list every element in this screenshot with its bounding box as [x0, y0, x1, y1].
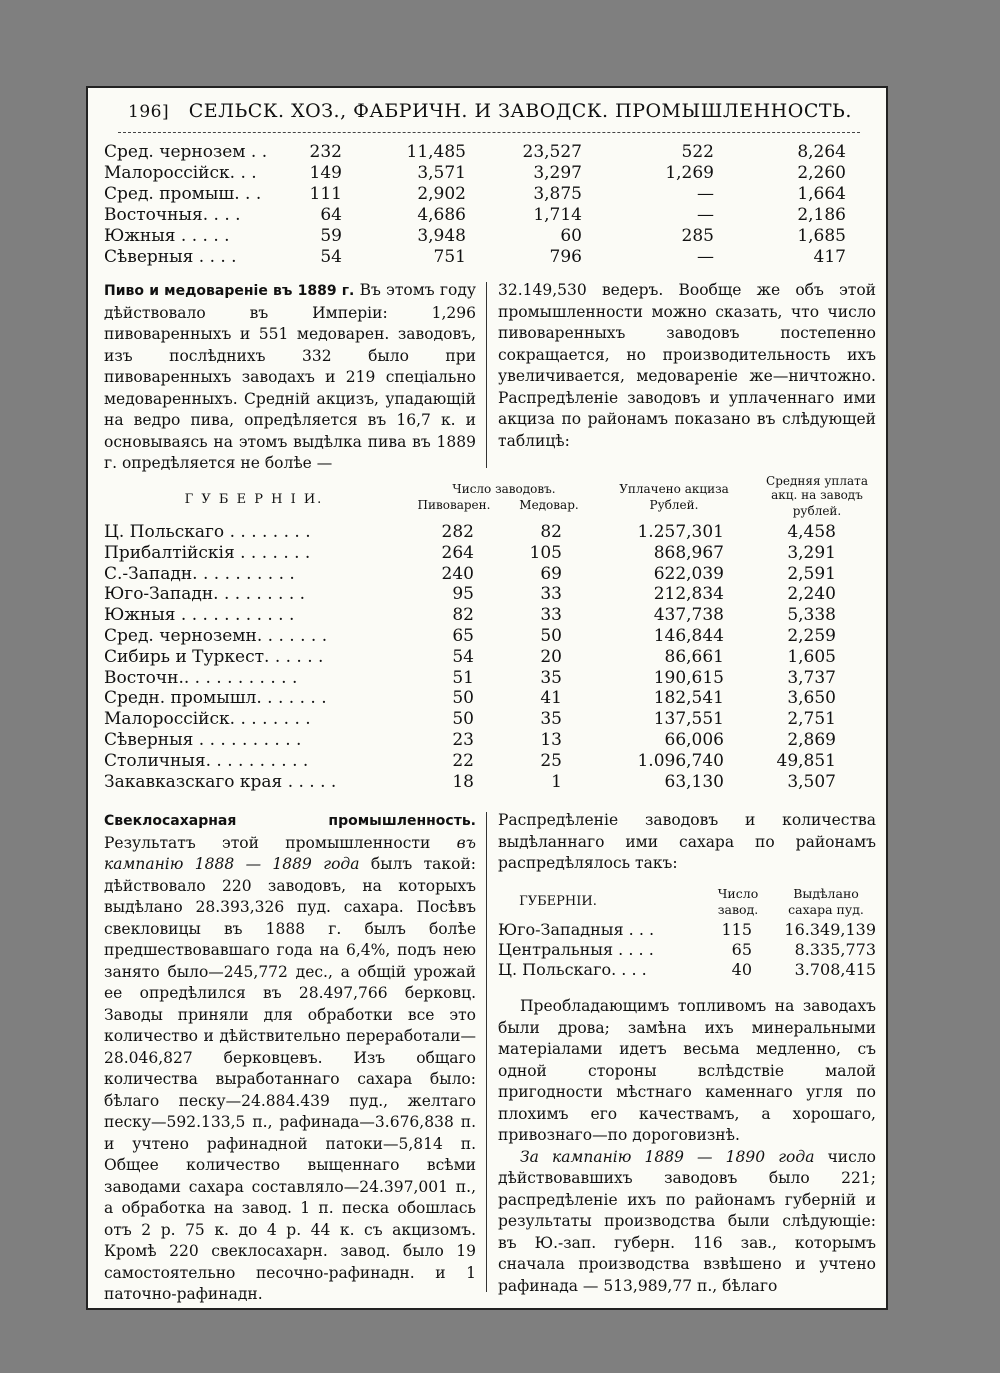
row-value: 5,338	[787, 605, 836, 626]
row-value: 868,967	[653, 542, 724, 563]
row-value: 82	[452, 605, 474, 626]
row-value: 54	[452, 646, 474, 667]
page-number: 196]	[128, 102, 170, 122]
sugar-p1-b: былъ такой: дѣйствовало 220 заводовъ, на которыхъ выдѣлано 28.393,326 пуд. сахара. Посѣвъ свекловицы въ 1888 г. былъ болѣе предшествовавшаго года на 6,4%, подъ нею занято было—245,772 дес., а общій урожай ее опредѣлился въ 28.497,766 берковц. Заводы приняли для обработки все это количество и дѣйствительно переработали—28.046,827 берковцевъ. Изъ общаго количества выработаннаго сахара было: бѣлаго песку—24.884.439 пуд., желтаго песку—592.133,5 п., рафинада—3.676,838 п. и учтено рафинадной патоки—5,814 п. Общее количество выщеннаго всѣми заводами сахара составляло—24.397,001 п., а обработка на завод. 1 п. песка обошлась отъ 2 р. 75 к. до 4 р. 44 к. съ акцизомъ. Кромѣ 220 свеклосахарн. завод. было 19 самостоятельно песочно-рафинадн. и 1 паточно-рафинадн.	[104, 855, 476, 1303]
row-value: 4,686	[417, 205, 466, 225]
row-value: 3,507	[787, 771, 836, 792]
row-value: 522	[681, 142, 714, 162]
row-value: 182,541	[653, 688, 724, 709]
row-value: 66,006	[664, 729, 724, 750]
row-value: 23,527	[522, 142, 582, 162]
beer-table-row	[104, 522, 880, 543]
th-avg1: Средняя уплата	[766, 474, 868, 488]
row-value: 16.349,139	[784, 920, 876, 939]
sugar-p3-text: число дѣйствовавшихъ заводовъ было 221; распредѣленіе ихъ по районамъ губерній и результаты производства были слѣдующіе: въ Ю.-зап. губерн. 116 зав., которымъ сначала производства взвѣшено и учтено рафинада — 513,989,77 п., бѣлаго	[498, 1147, 876, 1295]
row-label: Сѣверныя . . . . . . . . . .	[104, 729, 302, 750]
row-label: Сред. чернозем . .	[104, 142, 268, 162]
th-avg2: акц. на заводъ	[771, 488, 863, 502]
beer-right-text: 32.149,530 ведеръ. Вообще же объ этой промышленности можно сказать, что число пивоваренныхъ заводовъ постепенно сокращается, но производительность ихъ увеличивается, медовареніе же—ничтожно. Распредѣленіе заводовъ и уплаченнаго ими акциза по районамъ показано въ слѣдующей таблицѣ:	[498, 281, 876, 450]
row-value: 25	[540, 750, 562, 771]
row-value: 3,571	[417, 163, 466, 183]
sugar-right-text	[498, 996, 876, 1297]
row-value: 60	[560, 226, 582, 246]
column-divider	[486, 282, 487, 468]
row-value: 622,039	[653, 563, 724, 584]
beer-table-row	[104, 626, 880, 647]
row-label: С.-Западн. . . . . . . . . .	[104, 563, 295, 584]
row-value: 95	[452, 584, 474, 605]
row-value: 35	[540, 709, 562, 730]
row-value: 2,751	[787, 709, 836, 730]
sth-made1: Выдѣлано	[793, 886, 859, 901]
th-med: Медовар.	[519, 498, 579, 512]
row-value: 82	[540, 522, 562, 542]
row-label: Малороссійск. . . . . . . .	[104, 709, 311, 730]
row-value: 2,260	[797, 163, 846, 183]
row-value: 1,664	[797, 184, 846, 204]
sugar-p3	[498, 1147, 876, 1298]
row-value: 417	[813, 247, 846, 267]
row-value: 1.096,740	[637, 750, 724, 771]
beer-heading: Пиво и медовареніе въ 1889 г.	[104, 283, 355, 299]
row-label: Прибалтійскія . . . . . . .	[104, 542, 311, 563]
row-value: 2,902	[417, 184, 466, 204]
row-value: 18	[452, 771, 474, 792]
row-value: 232	[309, 142, 342, 162]
row-label: Сред. черноземн. . . . . . .	[104, 625, 328, 646]
row-value: 3,291	[787, 542, 836, 563]
beer-table-row	[104, 772, 880, 793]
beer-table-row	[104, 647, 880, 668]
sugar-p1-italic: въ кампанію 1888 — 1889 года	[104, 833, 476, 873]
th-count: Число заводовъ.	[452, 482, 556, 496]
row-value: 35	[540, 667, 562, 688]
beer-table-row	[104, 709, 880, 730]
row-value: —	[697, 247, 714, 267]
th-avg3: рублей.	[792, 504, 842, 518]
row-value: 50	[452, 688, 474, 709]
th-gub: Г У Б Е Р Н І И.	[184, 492, 324, 507]
row-value: 1.257,301	[637, 522, 724, 542]
row-value: 40	[731, 960, 752, 979]
beer-table-header	[104, 474, 880, 522]
sth-cnt2: завод.	[717, 902, 759, 917]
th-paid: Уплачено акциза	[619, 482, 729, 496]
row-value: 2,869	[787, 729, 836, 750]
beer-table-row	[104, 668, 880, 689]
row-value: 51	[452, 667, 474, 688]
row-label: Сибирь и Туркест. . . . . .	[104, 646, 324, 667]
row-value: 50	[452, 709, 474, 730]
sugar-p1-a: Результатъ этой промышленности	[104, 833, 431, 852]
row-value: 3,875	[533, 184, 582, 204]
row-label: Средн. промышл. . . . . . .	[104, 688, 327, 709]
row-value: 65	[452, 625, 474, 646]
row-value: 149	[309, 163, 342, 183]
sugar-left-column	[104, 810, 476, 1306]
row-value: 111	[309, 184, 342, 204]
row-label: Южныя . . . . .	[104, 226, 230, 246]
row-value: 50	[540, 625, 562, 646]
row-value: 146,844	[653, 625, 724, 646]
row-value: 240	[441, 563, 474, 584]
row-value: 8.335,773	[794, 940, 876, 959]
row-label: Закавказскаго края . . . . .	[104, 771, 337, 792]
row-label: Малороссійск. . .	[104, 163, 257, 183]
row-label: Столичныя. . . . . . . . . .	[104, 750, 309, 771]
column-divider-2	[486, 812, 487, 1292]
row-value: 3,948	[417, 226, 466, 246]
row-label: Сѣверныя . . . .	[104, 247, 237, 267]
row-value: 4,458	[787, 522, 836, 542]
row-label: Ц. Польскаго . . . . . . . .	[104, 522, 311, 542]
th-piv: Пивоварен.	[417, 498, 491, 512]
beer-table-row	[104, 564, 880, 585]
header-rule	[118, 132, 860, 133]
row-value: 1,714	[533, 205, 582, 225]
page-title: СЕЛЬСК. ХОЗ., ФАБРИЧН. И ЗАВОДСК. ПРОМЫШЛЕННОСТЬ.	[188, 100, 852, 122]
row-value: 8,264	[797, 142, 846, 162]
row-value: 33	[540, 584, 562, 605]
sugar-table-row	[498, 920, 878, 940]
row-value: 212,834	[653, 584, 724, 605]
row-value: 13	[540, 729, 562, 750]
row-value: 49,851	[776, 750, 836, 771]
row-label: Ц. Польскаго. . . .	[498, 960, 647, 979]
beer-table-row	[104, 584, 880, 605]
sugar-right-intro: Распредѣленіе заводовъ и количества выдѣланнаго ими сахара по районамъ распредѣлялось такъ:	[498, 811, 876, 872]
top-table	[104, 142, 866, 268]
sugar-p2: Преобладающимъ топливомъ на заводахъ были дрова; замѣна ихъ минеральными матеріалами идетъ весьма медленно, съ одной стороны вслѣдствіе малой пригодности мѣстнаго каменнаго угля по плохимъ его качествамъ, а хорошаго, привознаго—по дороговизнѣ.	[498, 997, 876, 1144]
top-table-row	[104, 184, 866, 205]
row-value: 2,259	[787, 625, 836, 646]
row-value: 64	[320, 205, 342, 225]
row-value: 1	[551, 771, 562, 792]
row-value: 3,737	[787, 667, 836, 688]
sth-made2: сахара пуд.	[788, 902, 864, 917]
row-value: 751	[433, 247, 466, 267]
row-value: 20	[540, 646, 562, 667]
row-value: 59	[320, 226, 342, 246]
top-table-row	[104, 205, 866, 226]
row-value: 1,269	[665, 163, 714, 183]
page-header	[128, 100, 868, 122]
row-value: 190,615	[653, 667, 724, 688]
row-value: 137,551	[653, 709, 724, 730]
beer-table-body	[104, 522, 880, 792]
beer-table-row	[104, 730, 880, 751]
row-label: Центральныя . . . .	[498, 940, 654, 959]
row-label: Южныя . . . . . . . . . . .	[104, 605, 295, 626]
row-value: —	[697, 205, 714, 225]
row-value: 41	[540, 688, 562, 709]
beer-left-column	[104, 280, 476, 475]
beer-table-row	[104, 605, 880, 626]
row-label: Восточн.. . . . . . . . . . .	[104, 667, 298, 688]
th-rub: Рублей.	[649, 498, 699, 512]
sugar-table-header	[498, 886, 878, 920]
row-value: 2,186	[797, 205, 846, 225]
beer-table	[104, 474, 880, 792]
sugar-table-row	[498, 960, 878, 980]
row-value: 63,130	[664, 771, 724, 792]
row-value: 54	[320, 247, 342, 267]
beer-table-row	[104, 543, 880, 564]
row-value: 86,661	[664, 646, 724, 667]
row-value: —	[697, 184, 714, 204]
row-value: 1,605	[787, 646, 836, 667]
row-value: 69	[540, 563, 562, 584]
row-label: Юго-Западн. . . . . . . . .	[104, 584, 306, 605]
row-value: 2,591	[787, 563, 836, 584]
row-value: 285	[681, 226, 714, 246]
sugar-table	[498, 886, 878, 980]
book-page	[86, 86, 888, 1310]
row-value: 33	[540, 605, 562, 626]
row-value: 11,485	[406, 142, 466, 162]
beer-left-text: Въ этомъ году дѣйствовало въ Имперіи: 1,296 пивоваренныхъ и 551 медоварен. заводовъ, изъ послѣднихъ 332 было при пивоваренныхъ заводахъ и 219 спеціально медоваренныхъ. Средній акцизъ, упадающій на ведро пива, опредѣляется въ 16,7 к. и основываясь на этомъ выдѣлка пива въ 1889 г. опредѣляется не болѣе —	[104, 281, 476, 472]
row-label: Юго-Западныя . . .	[498, 920, 655, 939]
sugar-table-body	[498, 920, 878, 980]
row-value: 105	[529, 542, 562, 563]
row-value: 282	[441, 522, 474, 542]
row-value: 115	[721, 920, 752, 939]
top-table-row	[104, 163, 866, 184]
row-value: 264	[441, 542, 474, 563]
row-value: 65	[731, 940, 752, 959]
beer-table-row	[104, 751, 880, 772]
top-table-row	[104, 226, 866, 247]
row-value: 3.708,415	[794, 960, 876, 979]
row-value: 2,240	[787, 584, 836, 605]
row-value: 796	[549, 247, 582, 267]
row-label: Восточныя. . . .	[104, 205, 241, 225]
row-label: Сред. промыш. . .	[104, 184, 262, 204]
sth-gub: ГУБЕРНІИ.	[519, 894, 597, 909]
sugar-heading: Свеклосахарная промышленность.	[104, 813, 476, 829]
top-table-row	[104, 247, 866, 268]
beer-table-row	[104, 688, 880, 709]
row-value: 22	[452, 750, 474, 771]
sth-cnt1: Число	[717, 886, 759, 901]
sugar-table-row	[498, 940, 878, 960]
top-table-row	[104, 142, 866, 163]
row-value: 1,685	[797, 226, 846, 246]
row-value: 3,297	[533, 163, 582, 183]
sugar-p3-italic: За кампанію 1889 — 1890 года	[520, 1147, 815, 1166]
row-value: 23	[452, 729, 474, 750]
row-value: 3,650	[787, 688, 836, 709]
row-value: 437,738	[653, 605, 724, 626]
